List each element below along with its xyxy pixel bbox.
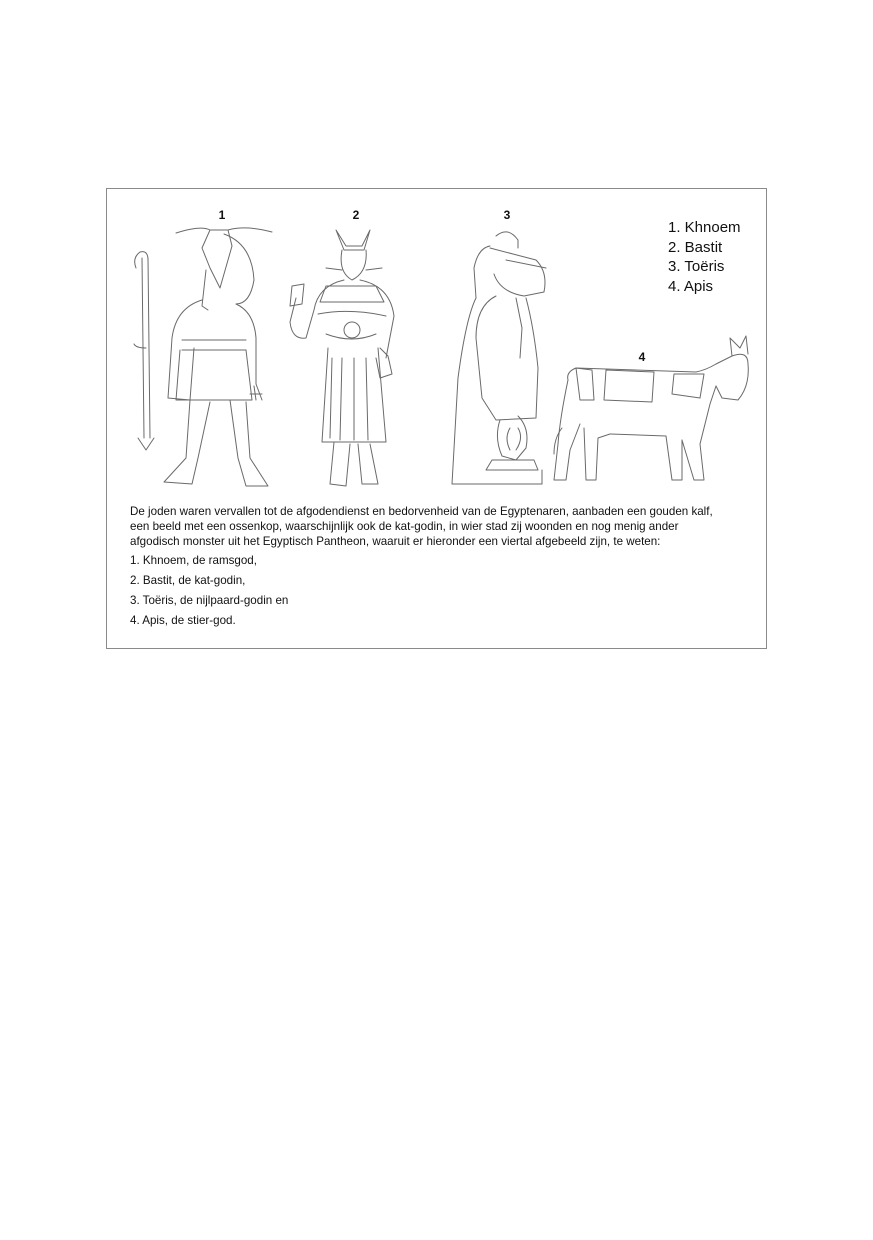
legend-item-apis: 4. Apis bbox=[668, 277, 714, 295]
caption-item-toeris: 3. Toëris, de nijlpaard-godin en bbox=[130, 594, 289, 607]
legend-item-khnoem: 1. Khnoem bbox=[668, 219, 741, 236]
caption bbox=[130, 504, 750, 628]
toeris-figure bbox=[452, 232, 546, 484]
legend-item-bastit: 2. Bastit bbox=[668, 238, 723, 256]
figure-number-3: 3 bbox=[503, 208, 511, 222]
caption-line: een beeld met een ossenkop, waarschijnlijk ook de kat-godin, in wier stad zij woonden en nog menig ander bbox=[130, 520, 679, 533]
legend-item-toeris: 3. Toëris bbox=[668, 258, 725, 275]
figure-number-1: 1 bbox=[218, 208, 226, 222]
caption-item-apis: 4. Apis, de stier-god. bbox=[130, 614, 236, 627]
figure-number-4: 4 bbox=[638, 350, 646, 364]
caption-line: De joden waren vervallen tot de afgodendienst en bedorvenheid van de Egyptenaren, aanbaden een gouden kalf, bbox=[130, 505, 713, 518]
caption-item-bastit: 2. Bastit, de kat-godin, bbox=[130, 574, 246, 587]
apis-figure bbox=[554, 336, 748, 480]
khnoem-figure bbox=[134, 228, 272, 486]
deities-sketch bbox=[106, 188, 767, 498]
bastit-figure bbox=[290, 230, 394, 486]
caption-item-khnoem: 1. Khnoem, de ramsgod, bbox=[130, 554, 257, 567]
caption-line: afgodisch monster uit het Egyptisch Pantheon, waaruit er hieronder een viertal afgebeeld zijn, te weten: bbox=[130, 535, 661, 548]
figure-number-2: 2 bbox=[352, 208, 360, 222]
